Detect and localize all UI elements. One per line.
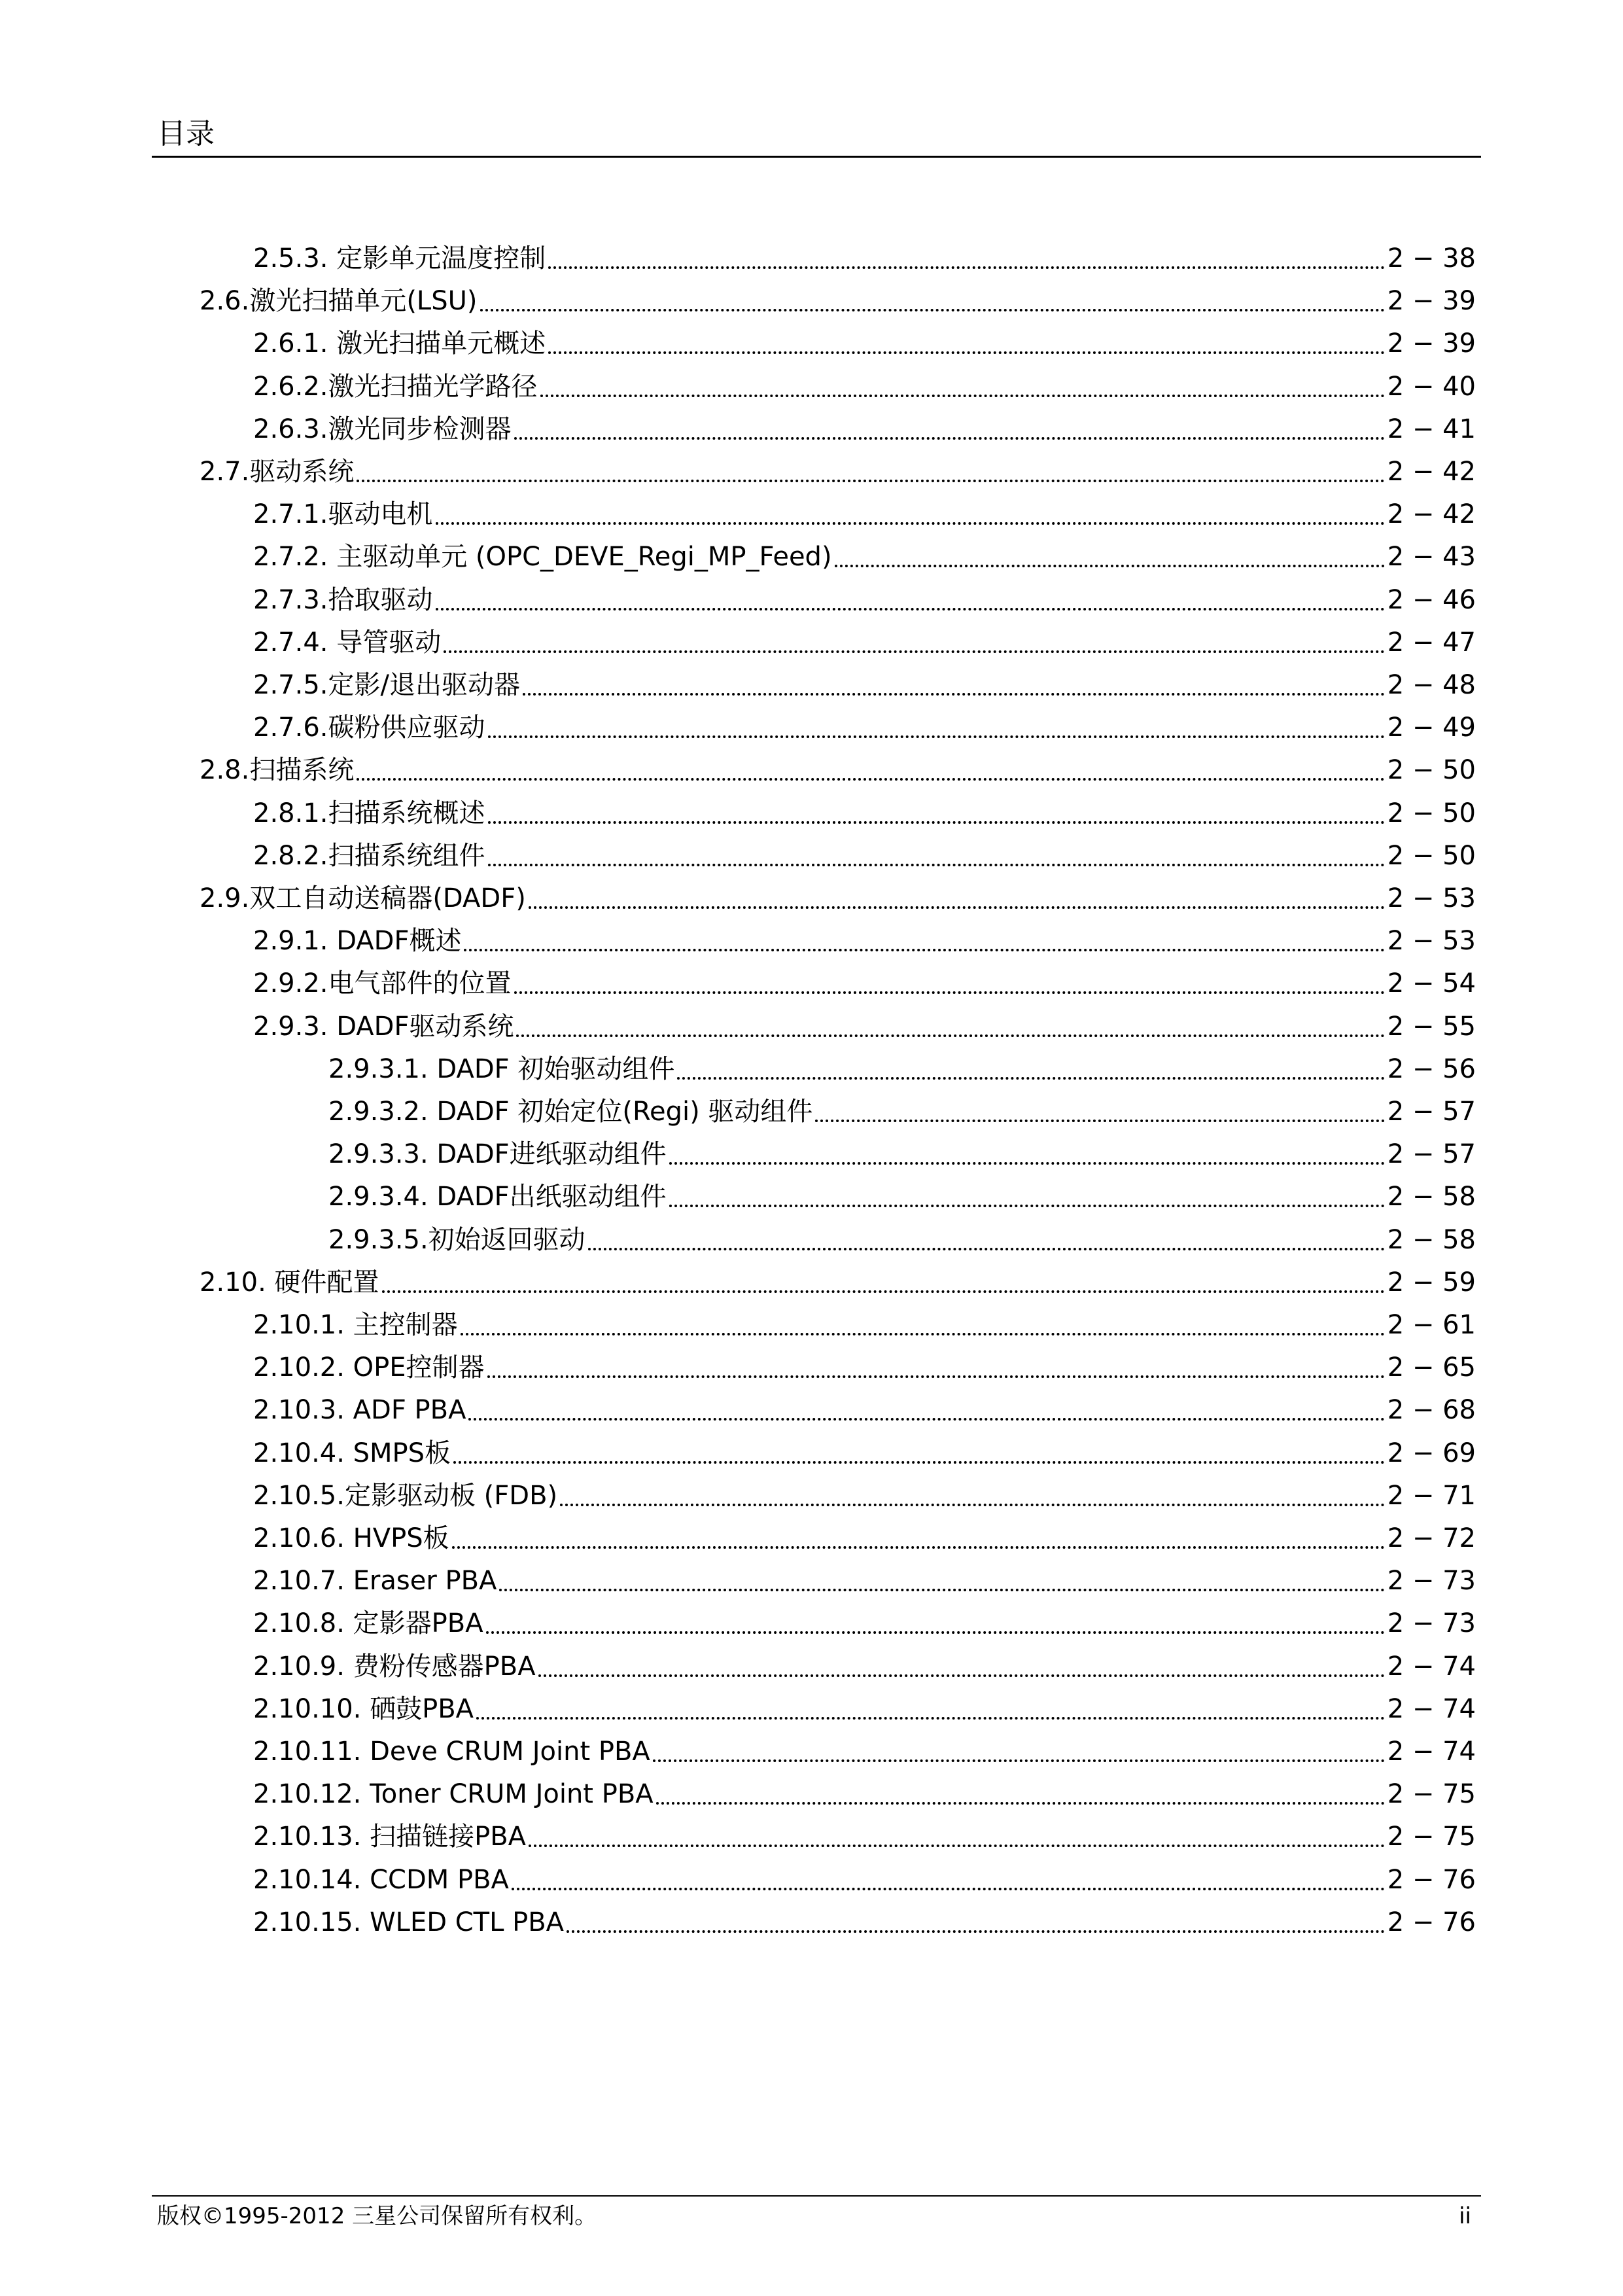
toc-entry-page: 2 − 76 bbox=[1387, 1864, 1476, 1895]
toc-entry-label: 2.8.2.扫描系统组件 bbox=[253, 840, 485, 871]
toc-dot-leader bbox=[835, 565, 1385, 567]
toc-dot-leader bbox=[523, 693, 1385, 696]
toc-entry-page: 2 − 75 bbox=[1387, 1822, 1476, 1852]
toc-entry[interactable] bbox=[253, 1476, 1476, 1515]
toc-entry-label: 2.10.2. OPE控制器 bbox=[253, 1352, 485, 1383]
toc-entry[interactable] bbox=[253, 964, 1476, 1003]
toc-entry[interactable] bbox=[253, 410, 1476, 449]
toc-dot-leader bbox=[677, 1077, 1384, 1080]
toc-entry[interactable] bbox=[253, 1519, 1476, 1558]
toc-entry-page: 2 − 74 bbox=[1387, 1737, 1476, 1767]
toc-dot-leader bbox=[461, 1333, 1385, 1335]
toc-entry[interactable] bbox=[253, 239, 1476, 278]
toc-entry-label: 2.7.3.拾取驱动 bbox=[253, 584, 433, 615]
toc-entry-page: 2 − 40 bbox=[1387, 371, 1476, 402]
toc-dot-leader bbox=[669, 1205, 1385, 1207]
toc-dot-leader bbox=[514, 991, 1385, 994]
toc-entry-page: 2 − 48 bbox=[1387, 670, 1476, 700]
toc-dot-leader bbox=[468, 1418, 1384, 1421]
toc-entry-label: 2.10.6. HVPS板 bbox=[253, 1523, 449, 1553]
toc-entry-label: 2.9.1. DADF概述 bbox=[253, 926, 462, 957]
toc-entry-label: 2.10.11. Deve CRUM Joint PBA bbox=[253, 1737, 650, 1767]
toc-entry-label: 2.10.1. 主控制器 bbox=[253, 1310, 458, 1340]
toc-entry[interactable] bbox=[328, 1092, 1476, 1131]
toc-entry-label: 2.9.3.3. DADF进纸驱动组件 bbox=[328, 1139, 667, 1170]
toc-entry[interactable] bbox=[253, 1775, 1476, 1814]
toc-dot-leader bbox=[516, 1034, 1384, 1037]
toc-entry-label: 2.6.1. 激光扫描单元概述 bbox=[253, 328, 546, 359]
toc-entry[interactable] bbox=[328, 1050, 1476, 1089]
toc-dot-leader bbox=[656, 1802, 1385, 1805]
toc-entry-label: 2.9.3.2. DADF 初始定位(Regi) 驱动组件 bbox=[328, 1097, 813, 1127]
header-divider bbox=[152, 156, 1481, 158]
toc-dot-leader bbox=[560, 1504, 1385, 1506]
toc-entry[interactable] bbox=[200, 751, 1476, 790]
toc-entry[interactable] bbox=[253, 1305, 1476, 1345]
toc-dot-leader bbox=[487, 1375, 1385, 1378]
toc-dot-leader bbox=[476, 1717, 1385, 1720]
toc-entry-page: 2 − 72 bbox=[1387, 1523, 1476, 1553]
toc-dot-leader bbox=[488, 864, 1385, 866]
toc-entry-page: 2 − 55 bbox=[1387, 1011, 1476, 1042]
toc-entry[interactable] bbox=[253, 1348, 1476, 1387]
toc-entry-label: 2.6.2.激光扫描光学路径 bbox=[253, 371, 538, 402]
toc-entry-page: 2 − 53 bbox=[1387, 926, 1476, 957]
toc-entry-page: 2 − 75 bbox=[1387, 1779, 1476, 1810]
toc-entry-label: 2.7.2. 主驱动单元 (OPC_DEVE_Regi_MP_Feed) bbox=[253, 542, 832, 573]
toc-entry-page: 2 − 50 bbox=[1387, 798, 1476, 828]
toc-entry-label: 2.6.3.激光同步检测器 bbox=[253, 414, 512, 444]
toc-entry-label: 2.10.9. 费粉传感器PBA bbox=[253, 1651, 536, 1682]
toc-entry-label: 2.7.驱动系统 bbox=[200, 457, 355, 487]
toc-entry[interactable] bbox=[253, 495, 1476, 534]
toc-entry-label: 2.9.3.4. DADF出纸驱动组件 bbox=[328, 1182, 667, 1212]
toc-entry[interactable] bbox=[253, 1860, 1476, 1899]
toc-entry-page: 2 − 46 bbox=[1387, 584, 1476, 615]
toc-entry[interactable] bbox=[253, 708, 1476, 747]
toc-dot-leader bbox=[453, 1461, 1385, 1464]
footer-copyright: 版权©1995-2012 三星公司保留所有权利。 bbox=[157, 2203, 597, 2229]
toc-entry[interactable] bbox=[200, 452, 1476, 491]
toc-entry-page: 2 − 68 bbox=[1387, 1395, 1476, 1426]
toc-entry-label: 2.10.7. Eraser PBA bbox=[253, 1566, 497, 1597]
toc-entry-label: 2.9.3.5.初始返回驱动 bbox=[328, 1224, 585, 1255]
toc-entry-page: 2 − 58 bbox=[1387, 1182, 1476, 1212]
toc-entry-label: 2.10.12. Toner CRUM Joint PBA bbox=[253, 1779, 654, 1810]
toc-entry-page: 2 − 39 bbox=[1387, 328, 1476, 359]
toc-dot-leader bbox=[669, 1162, 1385, 1165]
toc-entry-page: 2 − 69 bbox=[1387, 1438, 1476, 1468]
toc-entry[interactable] bbox=[200, 879, 1476, 918]
toc-entry-page: 2 − 38 bbox=[1387, 243, 1476, 274]
toc-entry-label: 2.10.14. CCDM PBA bbox=[253, 1864, 509, 1895]
toc-entry-label: 2.9.3.1. DADF 初始驱动组件 bbox=[328, 1053, 675, 1084]
toc-entry-label: 2.10.13. 扫描链接PBA bbox=[253, 1822, 527, 1852]
toc-dot-leader bbox=[488, 821, 1385, 824]
toc-entry[interactable] bbox=[253, 1689, 1476, 1729]
toc-dot-leader bbox=[452, 1546, 1385, 1549]
toc-entry[interactable] bbox=[328, 1177, 1476, 1216]
toc-entry[interactable] bbox=[253, 1604, 1476, 1643]
toc-dot-leader bbox=[436, 608, 1385, 610]
toc-entry-label: 2.7.5.定影/退出驱动器 bbox=[253, 670, 520, 700]
toc-entry[interactable] bbox=[328, 1220, 1476, 1260]
toc-entry-label: 2.9.3. DADF驱动系统 bbox=[253, 1011, 514, 1042]
toc-entry-page: 2 − 76 bbox=[1387, 1907, 1476, 1937]
toc-entry-page: 2 − 54 bbox=[1387, 968, 1476, 999]
toc-entry-page: 2 − 49 bbox=[1387, 713, 1476, 743]
toc-entry-label: 2.10.4. SMPS板 bbox=[253, 1438, 451, 1468]
toc-dot-leader bbox=[514, 437, 1385, 440]
toc-entry[interactable] bbox=[200, 281, 1476, 321]
header-title: 目录 bbox=[157, 117, 215, 150]
toc-entry-page: 2 − 58 bbox=[1387, 1224, 1476, 1255]
toc-entry-page: 2 − 59 bbox=[1387, 1267, 1476, 1298]
toc-dot-leader bbox=[488, 735, 1385, 738]
toc-entry[interactable] bbox=[253, 836, 1476, 875]
toc-entry-label: 2.6.激光扫描单元(LSU) bbox=[200, 286, 478, 317]
toc-entry[interactable] bbox=[200, 1263, 1476, 1302]
toc-entry-label: 2.10. 硬件配置 bbox=[200, 1267, 379, 1298]
footer-page-number: ii bbox=[1459, 2203, 1471, 2229]
toc-entry-label: 2.9.双工自动送稿器(DADF) bbox=[200, 883, 526, 913]
toc-entry[interactable] bbox=[253, 623, 1476, 662]
toc-entry[interactable] bbox=[253, 1817, 1476, 1856]
toc-entry[interactable] bbox=[253, 537, 1476, 576]
toc-entry[interactable] bbox=[253, 1903, 1476, 1942]
toc-entry-page: 2 − 57 bbox=[1387, 1139, 1476, 1170]
toc-dot-leader bbox=[653, 1759, 1385, 1762]
toc-entry[interactable] bbox=[253, 1561, 1476, 1600]
toc-dot-leader bbox=[815, 1120, 1384, 1122]
toc-entry[interactable] bbox=[253, 1732, 1476, 1771]
toc-entry-page: 2 − 50 bbox=[1387, 755, 1476, 786]
toc-entry-page: 2 − 73 bbox=[1387, 1566, 1476, 1597]
toc-entry-label: 2.10.15. WLED CTL PBA bbox=[253, 1907, 565, 1937]
toc-dot-leader bbox=[357, 778, 1384, 781]
toc-entry-label: 2.10.3. ADF PBA bbox=[253, 1395, 466, 1426]
toc-entry-page: 2 − 71 bbox=[1387, 1480, 1476, 1511]
toc-dot-leader bbox=[588, 1248, 1385, 1250]
toc-entry-label: 2.8.1.扫描系统概述 bbox=[253, 798, 485, 828]
toc-dot-leader bbox=[567, 1930, 1385, 1933]
footer-divider bbox=[152, 2195, 1481, 2197]
toc-entry-label: 2.5.3. 定影单元温度控制 bbox=[253, 243, 546, 274]
toc-entry-page: 2 − 57 bbox=[1387, 1097, 1476, 1127]
toc-entry-page: 2 − 74 bbox=[1387, 1651, 1476, 1682]
toc-entry-label: 2.8.扫描系统 bbox=[200, 755, 355, 786]
toc-entry-label: 2.10.5.定影驱动板 (FDB) bbox=[253, 1480, 558, 1511]
toc-entry[interactable] bbox=[328, 1135, 1476, 1174]
toc-dot-leader bbox=[357, 480, 1384, 482]
toc-entry-page: 2 − 42 bbox=[1387, 457, 1476, 487]
toc-entry-page: 2 − 61 bbox=[1387, 1310, 1476, 1340]
toc-entry-page: 2 − 50 bbox=[1387, 840, 1476, 871]
toc-entry-label: 2.7.1.驱动电机 bbox=[253, 499, 433, 530]
toc-entry-page: 2 − 73 bbox=[1387, 1608, 1476, 1639]
toc-dot-leader bbox=[464, 949, 1384, 951]
toc-entry-label: 2.10.8. 定影器PBA bbox=[253, 1608, 483, 1639]
toc-entry-page: 2 − 65 bbox=[1387, 1352, 1476, 1383]
toc-entry-page: 2 − 41 bbox=[1387, 414, 1476, 444]
toc-entry[interactable] bbox=[253, 794, 1476, 833]
toc-dot-leader bbox=[382, 1290, 1385, 1293]
toc-entry-page: 2 − 47 bbox=[1387, 627, 1476, 658]
toc-entry-page: 2 − 74 bbox=[1387, 1693, 1476, 1724]
toc-dot-leader bbox=[444, 650, 1384, 653]
toc-entry-label: 2.9.2.电气部件的位置 bbox=[253, 968, 512, 999]
toc-dot-leader bbox=[486, 1631, 1385, 1634]
toc-entry[interactable] bbox=[253, 1390, 1476, 1430]
toc-dot-leader bbox=[529, 1845, 1385, 1847]
toc-entry-label: 2.10.10. 硒鼓PBA bbox=[253, 1693, 474, 1724]
toc-entry[interactable] bbox=[253, 324, 1476, 363]
toc-entry-label: 2.7.4. 导管驱动 bbox=[253, 627, 442, 658]
toc-entry-page: 2 − 56 bbox=[1387, 1053, 1476, 1084]
toc-dot-leader bbox=[548, 266, 1384, 269]
toc-entry-page: 2 − 43 bbox=[1387, 542, 1476, 573]
toc-entry-page: 2 − 42 bbox=[1387, 499, 1476, 530]
toc-entry[interactable] bbox=[253, 921, 1476, 961]
toc-entry[interactable] bbox=[253, 580, 1476, 620]
toc-entry[interactable] bbox=[253, 367, 1476, 406]
toc-dot-leader bbox=[480, 309, 1385, 311]
toc-dot-leader bbox=[436, 522, 1385, 525]
toc-dot-leader bbox=[538, 1674, 1385, 1677]
toc-entry-page: 2 − 39 bbox=[1387, 286, 1476, 317]
toc-entry-label: 2.7.6.碳粉供应驱动 bbox=[253, 713, 485, 743]
toc-entry[interactable] bbox=[253, 1647, 1476, 1686]
toc-dot-leader bbox=[529, 906, 1385, 909]
toc-entry[interactable] bbox=[253, 665, 1476, 705]
toc-entry[interactable] bbox=[253, 1434, 1476, 1473]
toc-dot-leader bbox=[512, 1888, 1385, 1890]
toc-entry[interactable] bbox=[253, 1007, 1476, 1046]
toc-dot-leader bbox=[499, 1589, 1384, 1591]
toc-dot-leader bbox=[540, 395, 1385, 397]
toc-dot-leader bbox=[548, 351, 1384, 354]
toc-entry-page: 2 − 53 bbox=[1387, 883, 1476, 913]
